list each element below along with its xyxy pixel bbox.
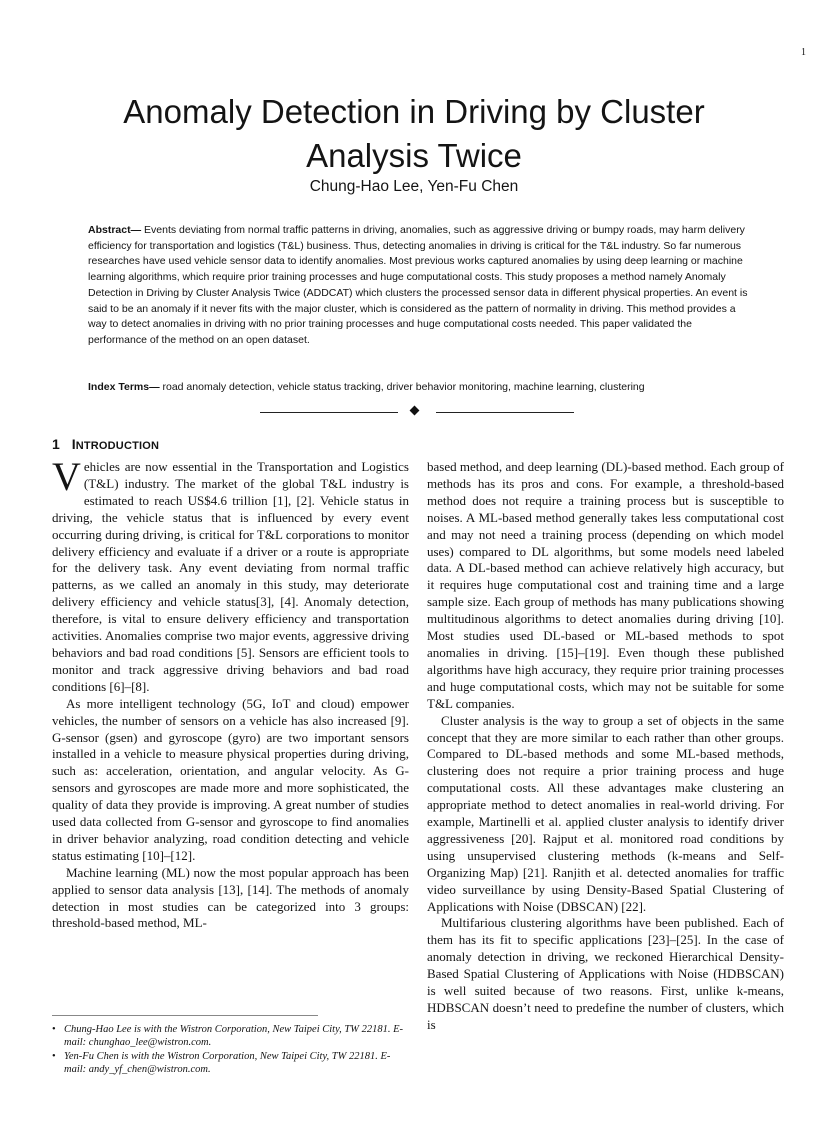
authors: Chung-Hao Lee, Yen-Fu Chen	[309, 178, 519, 195]
intro-paragraph-6: Multifarious clustering algorithms have been published. Each of them has its fit to specific applications [23]–[25]. In the case of anomaly detection in driving, we reckoned Hierarchical Density-Based Spatial Clustering of Applications with Noise (HDBSCAN) is well suited because of two reasons. First, unlike k-means, HDBSCAN doesn’t need to predefine the number of clusters, which is	[427, 915, 784, 1032]
index-terms-text: road anomaly detection, vehicle status tracking, driver behavior monitoring, machine learning, clustering	[162, 381, 645, 393]
section-number: 1	[52, 436, 60, 452]
abstract-dash: —	[130, 224, 142, 236]
paper-title: Anomaly Detection in Driving by Cluster Analysis Twice	[123, 93, 705, 174]
drop-cap: V	[52, 454, 81, 499]
footnote-rule	[52, 1015, 318, 1016]
left-column	[52, 454, 409, 932]
intro-paragraph-1	[52, 454, 409, 696]
footnotes	[52, 1023, 409, 1076]
abstract-label: Abstract	[88, 224, 131, 236]
abstract-text: Events deviating from normal traffic patterns in driving, anomalies, such as aggressive driving or bumpy roads, may harm delivery efficiency for transportation and logistics (T&L) business. Thus, detecting anomalies in driving is critical for the T&L industry. So far numerous researches have used vehicle sensor data to identify anomalies. Most previous works captured anomalies by using deep learning or machine learning algorithms, which require prior training processes and huge computational costs. This study proposes a method namely Anomaly Detection in Driving by Cluster Analysis Twice (ADDCAT) which clusters the processed sensor data in different physical properties. An event is said to be an anomaly if it never fits with the major cluster, which is considered as the pattern of normality in driving. This method provides a way to detect anomalies in driving with no prior training processes and huge computational costs needed. This paper validated the performance of the method on an open dataset.	[88, 224, 748, 346]
separator-line-right	[436, 412, 574, 413]
footnote-item	[52, 1050, 409, 1077]
index-terms	[88, 380, 749, 395]
intro-paragraph-2: As more intelligent technology (5G, IoT and cloud) empower vehicles, the number of sensors on a vehicle has also increased [9]. G-sensor (gsen) and gyroscope (gyro) are two important sensors installed in a vehicle to measure physical properties during driving, such as: acceleration, orientation, and angular velocity. As G-sensors and gyroscopes are made more and more sophisticated, the quality of data they provide is improving. A great number of studies used data collected from G-sensor and gyroscope to find anomalies in driver behavior analyzing, road condition detecting and vehicle status estimating [10]–[12].	[52, 695, 409, 863]
footnote-text: Chung-Hao Lee is with the Wistron Corporation, New Taipei City, TW 22181. E-mail: chunghao_lee@wistron.com.	[64, 1024, 404, 1049]
abstract	[88, 223, 749, 349]
index-terms-dash: —	[149, 381, 160, 393]
section-separator	[0, 405, 828, 419]
bullet-icon: •	[52, 1024, 56, 1035]
intro-paragraph-4: based method, and deep learning (DL)-based method. Each group of methods has its pros and cons. For example, a threshold-based method does not require a training process but is susceptible to noises. A ML-based method generally takes less computational cost and may not need a training process (depending on which model uses) compared to DL algorithms, but some models need labeled data. A DL-based method can achieve relatively high accuracy, but it requires huge computational cost and training time and a large sample size. Each group of methods has many publications showing multitudinous algorithms to detect anomalies during driving [10]. Most studies used DL-based or ML-based methods to spot anomalies in driving. [15]–[19]. Even though these published algorithms have high accuracy, they require prior training processes and huge computational costs, which may not be suitable for some T&L companies.	[427, 459, 784, 711]
separator-line-left	[260, 412, 398, 413]
right-column	[427, 459, 784, 1034]
footnote-text: Yen-Fu Chen is with the Wistron Corporation, New Taipei City, TW 22181. E-mail: andy_yf_chen@wistron.com.	[64, 1050, 391, 1075]
page-number: 1	[801, 47, 806, 58]
intro-paragraph-3: Machine learning (ML) now the most popular approach has been applied to sensor data analysis [13], [14]. The methods of anomaly detection in most studies can be categorized into 3 groups: threshold-based method, ML-	[52, 864, 409, 931]
section-title-initial: I	[71, 436, 76, 452]
intro-paragraph-5: Cluster analysis is the way to group a set of objects in the same concept that they are more similar to each rather than other groups. Compared to DL-based methods and some ML-based methods, clustering does not require a prior training process and huge computational costs. All these advantages make clustering an appropriate method to detect anomalies in real-world driving. For example, Martinelli et al. applied cluster analysis to identify driver aggressiveness [20]. Rajput et al. monitored road conditions by using unsupervised clustering methods (k-means and Self-Organizing Map) [21]. Ranjith et al. detected anomalies for traffic video surveillance by using Density-Based Spatial Clustering of Applications with Noise (DBSCAN) [22].	[427, 712, 784, 914]
diamond-icon	[410, 406, 420, 416]
index-terms-label: Index Terms	[88, 381, 150, 393]
footnote-item	[52, 1023, 409, 1050]
section-title-rest: NTRODUCTION	[75, 440, 160, 452]
section-heading-introduction	[52, 436, 159, 452]
intro-paragraph-1-text: ehicles are now essential in the Transportation and Logistics (T&L) industry. The market of the global T&L industry is estimated to reach US$4.6 trillion [1], [2]. Vehicle status in driving, the vehicle status that is influenced by every event occurring during driving, is critical for T&L corporations to monitor delivery efficiency and evaluate if a driver or a route is appropriate for the delivery task. Any event deviating from normal traffic patterns, as we called an anomaly in this study, may deteriorate delivery efficiency and vehicle status[3], [4]. Anomaly detection, therefore, is vital to ensure delivery efficiency and transportation activities. Anomalies comprise two major events, aggressive driving behaviors and bad road conditions [5]. Sensors are efficient tools to monitor and track aggressive driving behaviors and bad road conditions [6]–[8].	[52, 459, 409, 694]
bullet-icon: •	[52, 1050, 56, 1062]
